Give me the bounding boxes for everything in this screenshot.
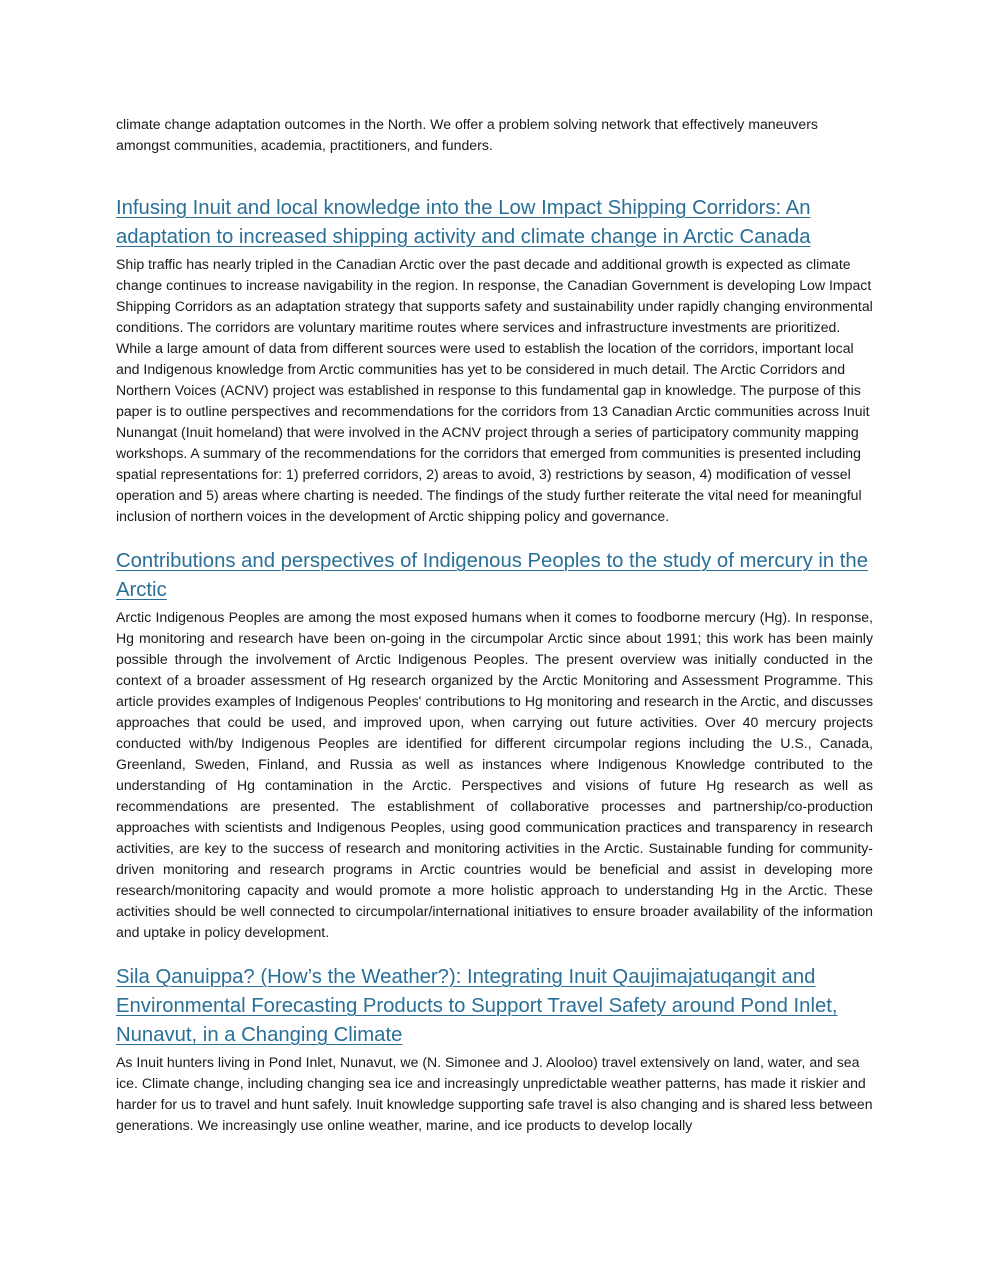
intro-paragraph: climate change adaptation outcomes in the North. We offer a problem solving network that effectively maneuvers amongst communities, academia, practitioners, and funders. (116, 116, 818, 153)
article-2-abstract: Arctic Indigenous Peoples are among the most exposed humans when it comes to foodborne mercury (Hg). In response, Hg monitoring and research have been on-going in the circumpolar Arctic since about 1991; this work has been mainly possible through the involvement of Arctic Indigenous Peoples. The present overview was initially conducted in the context of a broader assessment of Hg research organized by the Arctic Monitoring and Assessment Programme. This article provides examples of Indigenous Peoples' contributions to Hg monitoring and research in the Arctic, and discusses approaches that could be used, and improved upon, when carrying out future activities. Over 40 mercury projects conducted with/by Indigenous Peoples are identified for different circumpolar regions including the U.S., Canada, Greenland, Sweden, Finland, and Russia as well as instances where Indigenous Knowledge contributed to the understanding of Hg contamination in the Arctic. Perspectives and visions of future Hg research as well as recommendations are presented. The establishment of collaborative processes and partnership/co-production approaches with scientists and Indigenous Peoples, using good communication practices and transparency in research activities, are key to the success of research and monitoring activities in the Arctic. Sustainable funding for community-driven monitoring and research programs in Arctic countries would be beneficial and assist in developing more research/monitoring capacity and would promote a more holistic approach to understanding Hg in the Arctic. These activities should be well connected to circumpolar/international initiatives to ensure broader availability of the information and uptake in policy development. (116, 609, 873, 940)
article-2 (116, 547, 873, 943)
article-1-title-link[interactable] (116, 194, 873, 252)
article-2-title-text[interactable]: Contributions and perspectives of Indigenous Peoples to the study of mercury in the Arctic (116, 550, 868, 601)
article-3-title-link[interactable] (116, 963, 873, 1050)
article-1-abstract: Ship traffic has nearly tripled in the Canadian Arctic over the past decade and additional growth is expected as climate change continues to increase navigability in the region. In response, the Canadian Government is developing Low Impact Shipping Corridors as an adaptation strategy that supports safety and sustainability under rapidly changing environmental conditions. The corridors are voluntary maritime routes where services and infrastructure investments are prioritized. While a large amount of data from different sources were used to establish the location of the corridors, important local and Indigenous knowledge from Arctic communities has yet to be considered in much detail. The Arctic Corridors and Northern Voices (ACNV) project was established in response to this fundamental gap in knowledge. The purpose of this paper is to outline perspectives and recommendations for the corridors from 13 Canadian Arctic communities across Inuit Nunangat (Inuit homeland) that were involved in the ACNV project through a series of participatory community mapping workshops. A summary of the recommendations for the corridors that emerged from communities is presented including spatial representations for: 1) preferred corridors, 2) areas to avoid, 3) restrictions by season, 4) modification of vessel operation and 5) areas where charting is needed. The findings of the study further reiterate the vital need for meaningful inclusion of northern voices in the development of Arctic shipping policy and governance. (116, 256, 873, 524)
article-1-title-text[interactable]: Infusing Inuit and local knowledge into the Low Impact Shipping Corridors: An adaptation to increased shipping activity and climate change in Arctic Canada (116, 197, 811, 248)
article-3 (116, 963, 873, 1136)
article-3-abstract: As Inuit hunters living in Pond Inlet, Nunavut, we (N. Simonee and J. Alooloo) travel extensively on land, water, and sea ice. Climate change, including changing sea ice and increasingly unpredictable weather patterns, has made it riskier and harder for us to travel and hunt safely. Inuit knowledge supporting safe travel is also changing and is shared less between generations. We increasingly use online weather, marine, and ice products to develop locally (116, 1054, 873, 1133)
article-3-title-text[interactable]: Sila Qanuippa? (How’s the Weather?): Integrating Inuit Qaujimajatuqangit and Environmental Forecasting Products to Support Travel Safety around Pond Inlet, Nunavut, in a Changing Climate (116, 966, 838, 1046)
article-1 (116, 194, 873, 527)
article-2-title-link[interactable] (116, 547, 873, 605)
